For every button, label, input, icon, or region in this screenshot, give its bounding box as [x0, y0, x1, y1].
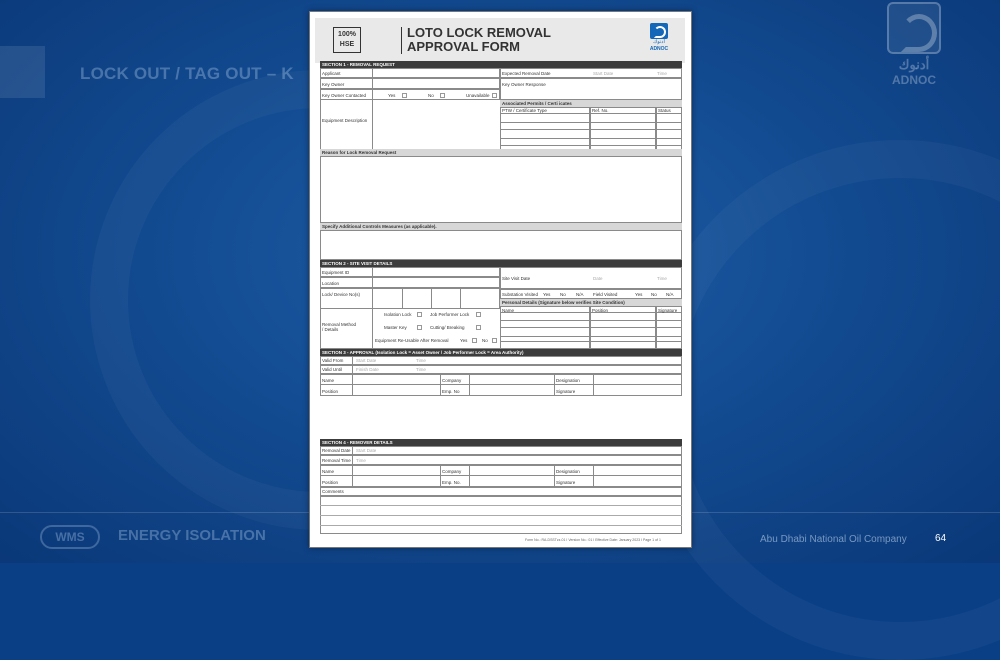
- job-performer-lock-label: Job Performer Lock: [430, 312, 470, 317]
- hse-badge: 100% HSE: [333, 27, 361, 53]
- expected-removal-date-label: Expected Removal Date: [502, 71, 551, 76]
- section2-label-column: [320, 267, 373, 349]
- expected-time-placeholder[interactable]: Time: [657, 71, 667, 76]
- status-label: Status: [658, 108, 671, 113]
- location-label: Location: [322, 281, 340, 286]
- reusable-label: Equipment Re-Usable After Removal: [375, 338, 449, 343]
- remover-name-label: Name: [322, 469, 335, 474]
- wms-logo: WMS: [40, 525, 100, 549]
- personal-details-header: Personal Details (Signature below verifies Site Condition): [500, 299, 682, 306]
- master-key-checkbox[interactable]: [417, 325, 422, 330]
- cutting-breaking-checkbox[interactable]: [476, 325, 481, 330]
- section3-header: SECTION 3 - APPROVAL (Isolation Lock = Asset Owner / Job Performer Lock = Area Authority): [320, 349, 682, 356]
- site-visit-date-placeholder[interactable]: Date: [593, 276, 603, 281]
- comment-line: [320, 505, 682, 506]
- section1-label-column: [320, 68, 373, 153]
- removal-details-label: / Details: [322, 327, 339, 332]
- adnoc-small-mark-icon: [650, 23, 668, 39]
- site-visit-time-placeholder[interactable]: Time: [657, 276, 667, 281]
- valid-from-label: Valid From: [322, 358, 344, 363]
- reusable-no-checkbox[interactable]: [492, 338, 497, 343]
- substation-yes-label: Yes: [543, 292, 551, 297]
- reason-textarea[interactable]: [320, 156, 682, 223]
- approver-designation-label: Designation: [556, 378, 580, 383]
- valid-from-date-placeholder[interactable]: Start Date: [356, 358, 377, 363]
- key-owner-response-label: Key Owner Response: [502, 82, 546, 87]
- contacted-yes-label: Yes: [388, 93, 396, 98]
- remover-emp-no-label: Emp. No.: [442, 480, 461, 485]
- comment-line: [320, 525, 682, 526]
- controls-header: Specify Additional Controls Measures (as applicable).: [320, 223, 682, 230]
- comments-label: Comments: [322, 489, 344, 494]
- removal-time-row: [320, 455, 682, 465]
- form-adnoc-name: ADNOC: [649, 46, 669, 52]
- form-adnoc-logo: [647, 23, 671, 57]
- header-divider: [401, 27, 402, 54]
- slide-title: LOCK OUT / TAG OUT – K: [80, 64, 294, 83]
- remover-signature-label: Signature: [556, 480, 576, 485]
- approver-emp-no-label: Emp. No: [442, 389, 460, 394]
- contacted-no-label: No: [428, 93, 434, 98]
- equipment-description-label: Equipment Description: [322, 118, 368, 123]
- field-no-label: No: [651, 292, 657, 297]
- adnoc-logo: [884, 2, 944, 98]
- controls-textarea[interactable]: [320, 230, 682, 260]
- form-title-line1: LOTO LOCK REMOVAL: [407, 25, 551, 40]
- isolation-lock-checkbox[interactable]: [417, 312, 422, 317]
- approver-position-label: Position: [322, 389, 339, 394]
- remover-position-label: Position: [322, 480, 339, 485]
- ref-no-label: Ref. No.: [592, 108, 609, 113]
- reusable-yes-checkbox[interactable]: [472, 338, 477, 343]
- section1-header: SECTION 1 - REMOVAL REQUEST: [320, 61, 682, 68]
- valid-from-time-placeholder[interactable]: Time: [416, 358, 426, 363]
- company-name: Abu Dhabi National Oil Company: [760, 534, 907, 545]
- page-number: 64: [935, 533, 947, 544]
- isolation-lock-label: Isolation Lock: [384, 312, 412, 317]
- permits-header: Associated Permits / Certi icates: [500, 100, 682, 107]
- key-owner-contacted-label: Key Owner Contacted: [322, 93, 367, 98]
- title-accent-band: [0, 46, 45, 98]
- valid-until-date-placeholder[interactable]: Finish Date: [356, 367, 379, 372]
- personal-name-label: Name: [502, 308, 515, 313]
- personal-signature-label: Signature: [658, 308, 678, 313]
- permits-row: [500, 122, 682, 130]
- substation-visited-label: Substation Visited: [502, 292, 538, 297]
- site-visit-date-label: Site Visit Date: [502, 276, 531, 281]
- section4-header: SECTION 4 - REMOVER DETAILS: [320, 439, 682, 446]
- valid-until-time-placeholder[interactable]: Time: [416, 367, 426, 372]
- expected-start-date-placeholder[interactable]: Start Date: [593, 71, 614, 76]
- form-adnoc-arabic: أدنوك: [653, 39, 665, 45]
- section2-header: SECTION 2 - SITE VISIT DETAILS: [320, 260, 682, 267]
- form-title-line2: APPROVAL FORM: [407, 39, 520, 54]
- equipment-id-label: Equipment ID: [322, 270, 350, 275]
- remover-company-label: Company: [442, 469, 462, 474]
- valid-until-label: Valid Until: [322, 367, 342, 372]
- lock-device-cell[interactable]: [402, 288, 432, 309]
- remover-designation-label: Designation: [556, 469, 580, 474]
- removal-date-placeholder[interactable]: Start Date: [356, 448, 377, 453]
- field-yes-label: Yes: [635, 292, 643, 297]
- contacted-no-checkbox[interactable]: [440, 93, 445, 98]
- approver-row: [320, 374, 682, 385]
- permits-row: [500, 138, 682, 146]
- removal-time-placeholder[interactable]: Time: [356, 458, 366, 463]
- personal-header-row: [500, 306, 682, 313]
- form-header: [315, 18, 685, 63]
- form-title: [407, 26, 551, 54]
- personal-row: [500, 336, 682, 342]
- substation-no-label: No: [560, 292, 566, 297]
- removal-date-label: Removal Date: [322, 448, 351, 453]
- form-footnote: Form No.: RA-DSSTzz-01 I Version No.: 01 I Effective Date: January 2023 I Page 1 of 1: [525, 538, 661, 542]
- loto-form-document: [309, 11, 692, 548]
- cutting-breaking-label: Cutting/ Breaking: [430, 325, 465, 330]
- reusable-yes-label: Yes: [460, 338, 468, 343]
- personal-position-label: Position: [592, 308, 609, 313]
- field-visited-label: Field Visited: [593, 292, 618, 297]
- master-key-label: Master Key: [384, 325, 407, 330]
- adnoc-name: ADNOC: [892, 73, 936, 87]
- contacted-yes-checkbox[interactable]: [402, 93, 407, 98]
- job-performer-lock-checkbox[interactable]: [476, 312, 481, 317]
- footer-title: ENERGY ISOLATION: [118, 527, 266, 544]
- approver-signature-label: Signature: [556, 389, 576, 394]
- personal-row: [500, 320, 682, 328]
- contacted-unavailable-label: Unavailable: [466, 93, 490, 98]
- reason-header: Reason for Lock Removal Request: [320, 149, 682, 156]
- key-owner-label: Key Owner: [322, 82, 345, 87]
- approver-company-label: Company: [442, 378, 462, 383]
- removal-method-label: Removal Method: [322, 322, 357, 327]
- adnoc-mark-icon: [887, 2, 941, 54]
- reusable-no-label: No: [482, 338, 488, 343]
- ptw-label: PTW / Certificate Type: [502, 108, 547, 113]
- adnoc-arabic: أدنوك: [898, 57, 930, 72]
- field-na-label: N/A: [666, 292, 674, 297]
- remover-row: [320, 465, 682, 476]
- comment-line: [320, 515, 682, 516]
- applicant-label: Applicant: [322, 71, 341, 76]
- approver-name-label: Name: [322, 378, 335, 383]
- comments-header-row: [320, 487, 682, 496]
- removal-time-label: Removal Time: [322, 458, 351, 463]
- lock-device-cell[interactable]: [460, 288, 500, 309]
- contacted-unavailable-checkbox[interactable]: [492, 93, 497, 98]
- lock-device-label: Lock/ Device No(s): [322, 292, 361, 297]
- substation-na-label: N/A: [576, 292, 584, 297]
